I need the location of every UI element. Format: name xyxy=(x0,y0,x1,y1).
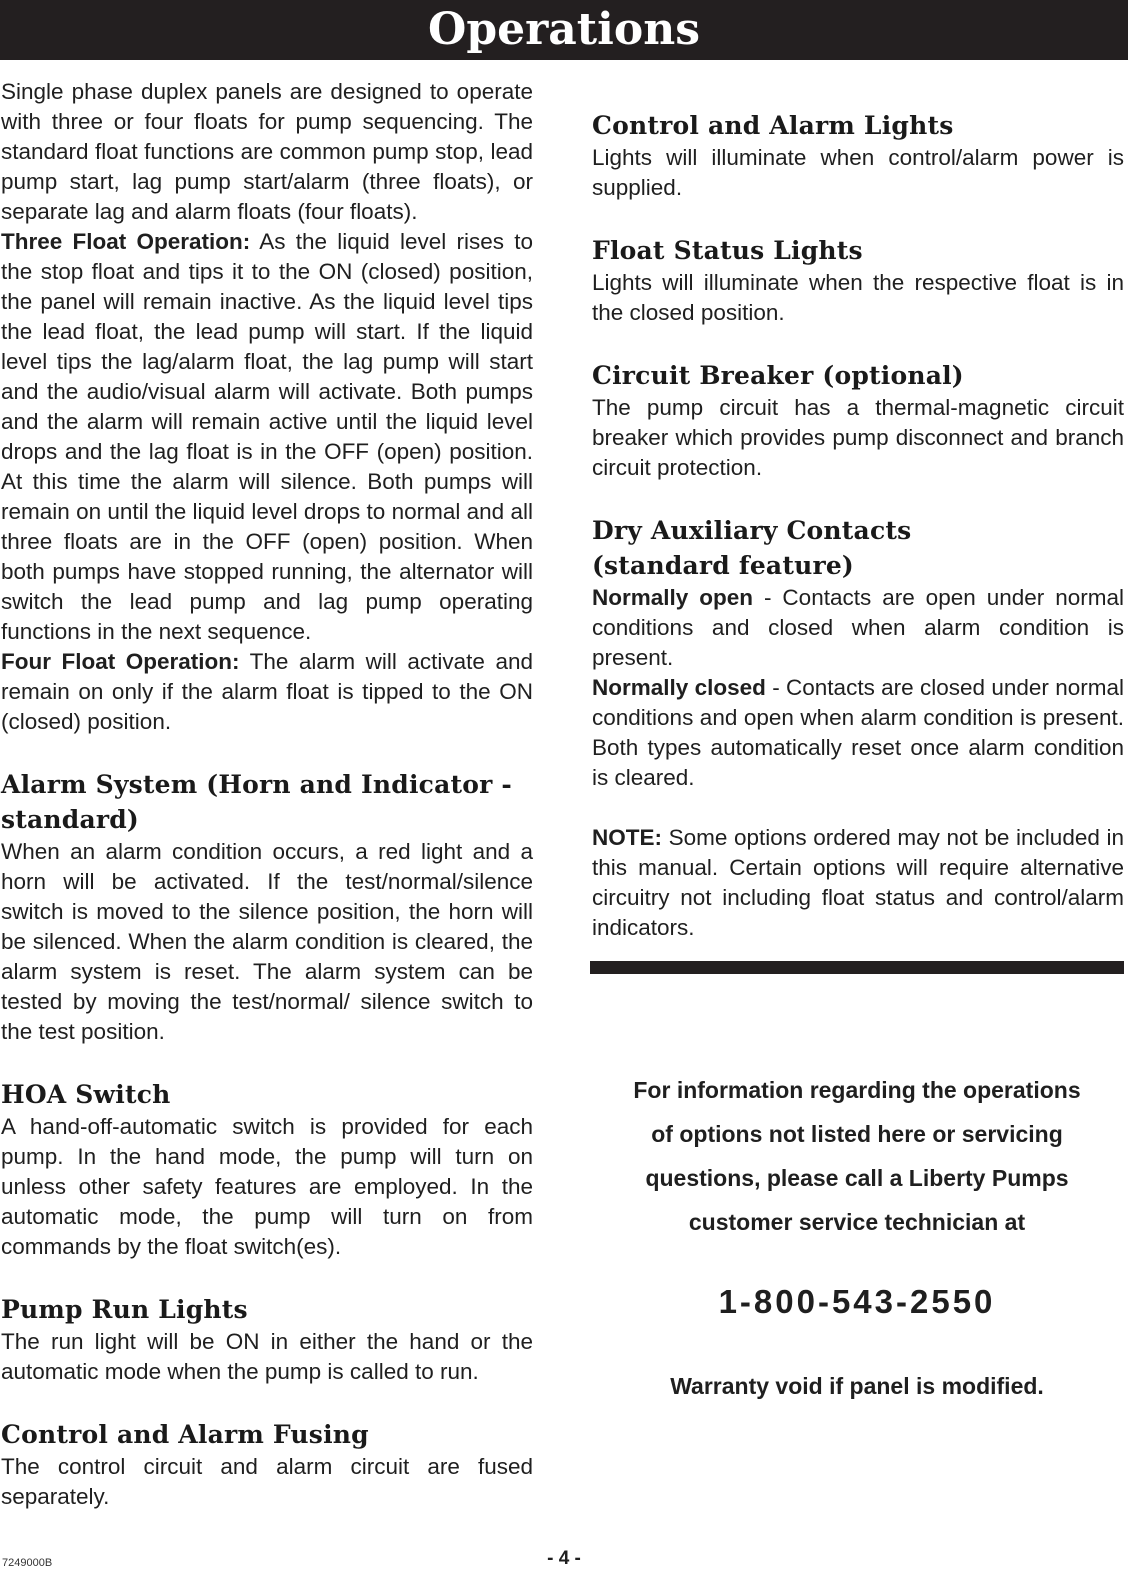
pump-run-lights-text: The run light will be ON in either the hand or the automatic mode when the pump is called to run. xyxy=(1,1329,533,1384)
alarm-system-heading-line2: standard) xyxy=(1,805,139,834)
page-title-bar xyxy=(0,0,1128,60)
alarm-system-heading xyxy=(1,767,533,837)
three-float-text: As the liquid level rises to the stop float and tips it to the ON (closed) position, the panel will remain inactive. As the liquid level tips the lead float, the lead pump will start. If the liquid level tips the lag/alarm float, the lag pump will start and the audio/visual alarm will activate. Both pumps and the alarm will remain active until the liquid level drops and the lag float is in the OFF (open) position. At this time the alarm will silence. Both pumps will remain on until the liquid level drops to normal and all three floats are in the OFF (open) position. When both pumps have stopped running, the alternator will switch the lead pump and lag pump operating functions in the next sequence. xyxy=(1,229,533,644)
page-title: Operations xyxy=(428,4,700,55)
dry-contacts-heading xyxy=(592,513,1124,583)
control-lights-heading: Control and Alarm Lights xyxy=(592,111,954,140)
info-line-2: of options not listed here or servicing xyxy=(651,1121,1063,1147)
control-lights-text: Lights will illuminate when control/alarm power is supplied. xyxy=(592,145,1124,200)
normally-closed-paragraph xyxy=(592,673,1124,793)
section-divider xyxy=(590,961,1124,974)
note-text: Some options ordered may not be included in this manual. Certain options will require alternative circuitry not including float status and control/alarm indicators. xyxy=(592,825,1124,940)
alarm-system-text: When an alarm condition occurs, a red light and a horn will be activated. If the test/normal/silence switch is moved to the silence position, the horn will be silenced. When the alarm condition is cleared, the alarm system is reset. The alarm system can be tested by moving the test/normal/ silence switch to the test position. xyxy=(1,839,533,1044)
document-code: 7249000B xyxy=(2,1557,53,1569)
four-float-paragraph xyxy=(1,647,533,737)
pump-run-lights-heading: Pump Run Lights xyxy=(1,1295,248,1324)
intro-paragraph: Single phase duplex panels are designed to operate with three or four floats for pump sequencing. The standard float functions are common pump stop, lead pump start, lag pump start/alarm (three floats), or separate lag and alarm floats (four floats). xyxy=(1,79,533,224)
dry-contacts-heading-line1: Dry Auxiliary Contacts xyxy=(592,516,912,545)
normally-open-text: - Contacts are open under normal conditions and closed when alarm condition is present. xyxy=(592,585,1124,670)
left-column xyxy=(1,77,533,1512)
normally-open-paragraph xyxy=(592,583,1124,673)
float-status-text: Lights will illuminate when the respective float is in the closed position. xyxy=(592,270,1124,325)
right-column xyxy=(592,108,1124,943)
fusing-heading: Control and Alarm Fusing xyxy=(1,1420,369,1449)
info-box xyxy=(590,1068,1124,1244)
normally-closed-text: - Contacts are closed under normal conditions and open when alarm condition is present. Both types automatically reset once alarm condition is cleared. xyxy=(592,675,1124,790)
float-status-heading: Float Status Lights xyxy=(592,236,863,265)
four-float-text: The alarm will activate and remain on only if the alarm float is tipped to the ON (closed) position. xyxy=(1,649,533,734)
info-line-3: questions, please call a Liberty Pumps xyxy=(645,1165,1069,1191)
warranty-notice: Warranty void if panel is modified. xyxy=(670,1373,1044,1399)
info-line-4: customer service technician at xyxy=(688,1209,1026,1235)
fusing-text: The control circuit and alarm circuit are fused separately. xyxy=(1,1454,533,1509)
dry-contacts-heading-line2: (standard feature) xyxy=(592,551,854,580)
circuit-breaker-text: The pump circuit has a thermal-magnetic circuit breaker which provides pump disconnect and branch circuit protection. xyxy=(592,395,1124,480)
normally-open-label: Normally open xyxy=(592,585,753,610)
alarm-system-heading-line1: Alarm System (Horn and Indicator - xyxy=(1,770,512,799)
three-float-paragraph xyxy=(1,227,533,647)
circuit-breaker-heading: Circuit Breaker (optional) xyxy=(592,361,964,390)
hoa-switch-heading: HOA Switch xyxy=(1,1080,171,1109)
note-label: NOTE: xyxy=(592,825,662,850)
three-float-label: Three Float Operation: xyxy=(1,229,251,254)
info-line-1: For information regarding the operations xyxy=(633,1077,1081,1103)
page-number: - 4 - xyxy=(547,1548,581,1569)
phone-number: 1-800-543-2550 xyxy=(718,1283,996,1320)
normally-closed-label: Normally closed xyxy=(592,675,766,700)
four-float-label: Four Float Operation: xyxy=(1,649,240,674)
note-paragraph xyxy=(592,823,1124,943)
hoa-switch-text: A hand-off-automatic switch is provided for each pump. In the hand mode, the pump will turn on unless other safety features are employed. In the automatic mode, the pump will turn on from commands by the float switch(es). xyxy=(1,1114,533,1259)
